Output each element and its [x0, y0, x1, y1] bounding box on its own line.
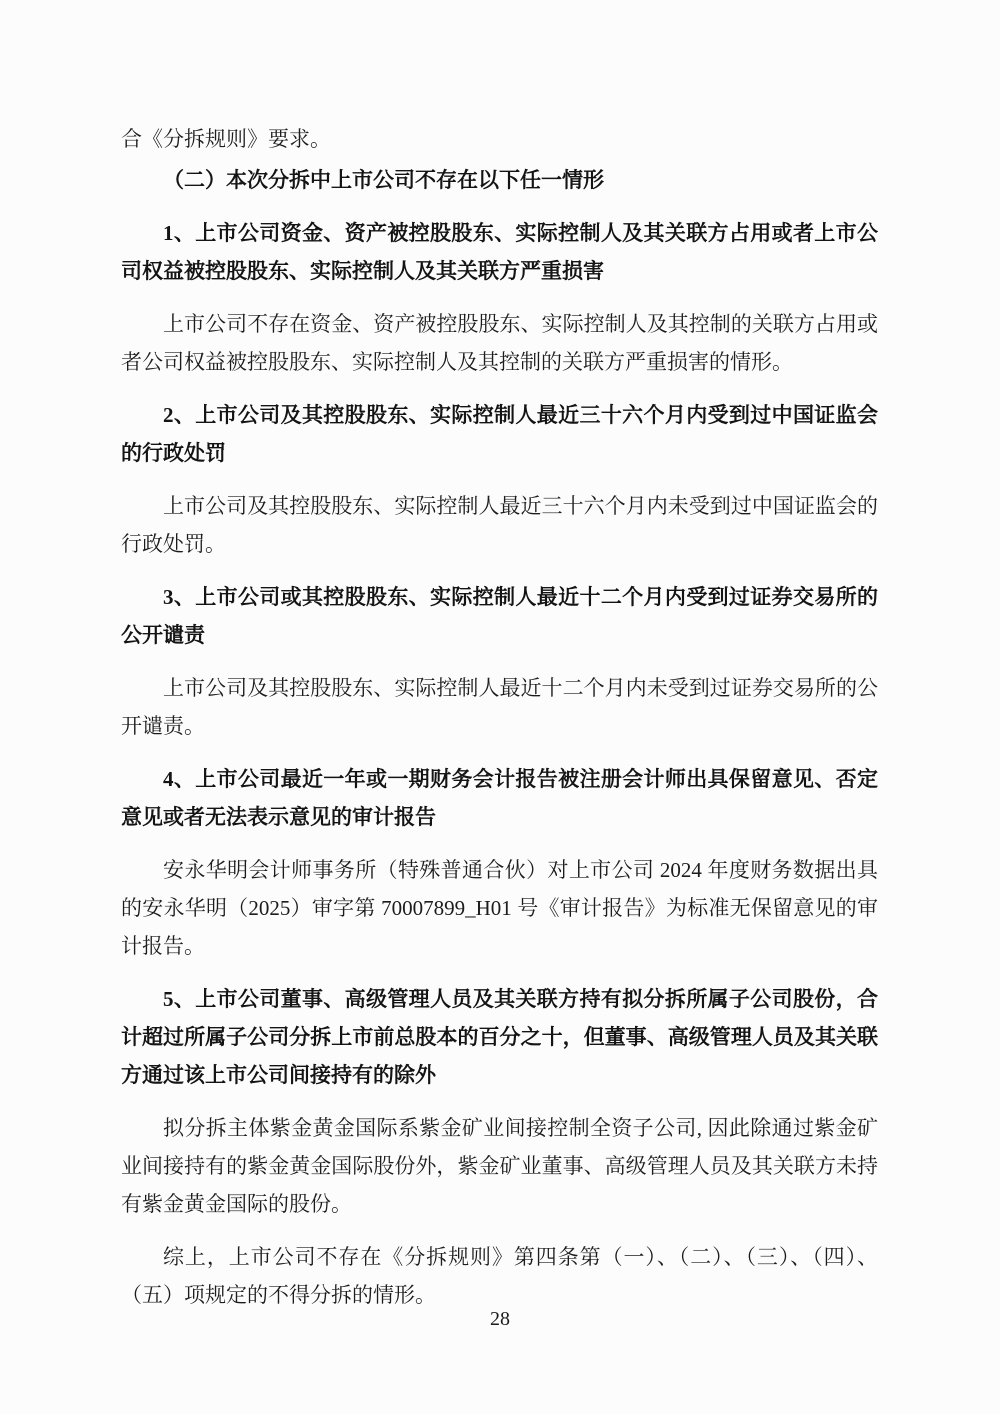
item-heading: 3、上市公司或其控股股东、实际控制人最近十二个月内受到过证券交易所的公开谴责 — [121, 585, 878, 647]
item-heading: 2、上市公司及其控股股东、实际控制人最近三十六个月内受到过中国证监会的行政处罚 — [121, 403, 878, 465]
page-footer — [0, 1300, 1000, 1338]
item-heading: 4、上市公司最近一年或一期财务会计报告被注册会计师出具保留意见、否定意见或者无法表示意见的审计报告 — [121, 767, 878, 829]
body-paragraph: 上市公司及其控股股东、实际控制人最近十二个月内未受到过证券交易所的公开谴责。 — [121, 676, 878, 738]
body-paragraph: 上市公司不存在资金、资产被控股股东、实际控制人及其控制的关联方占用或者公司权益被控股股东、实际控制人及其控制的关联方严重损害的情形。 — [121, 312, 878, 374]
item-heading: 1、上市公司资金、资产被控股股东、实际控制人及其关联方占用或者上市公司权益被控股股东、实际控制人及其关联方严重损害 — [121, 221, 878, 283]
page-number: 28 — [490, 1308, 510, 1330]
body-paragraph: 综上，上市公司不存在《分拆规则》第四条第（一）、（二）、（三）、（四）、（五）项规定的不得分拆的情形。 — [121, 1245, 878, 1307]
body-paragraph: 上市公司及其控股股东、实际控制人最近三十六个月内未受到过中国证监会的行政处罚。 — [121, 494, 878, 556]
continuation-paragraph: 合《分拆规则》要求。 — [121, 127, 331, 151]
item-heading: 5、上市公司董事、高级管理人员及其关联方持有拟分拆所属子公司股份，合计超过所属子公司分拆上市前总股本的百分之十，但董事、高级管理人员及其关联方通过该上市公司间接持有的除外 — [121, 987, 878, 1087]
section-heading: （二）本次分拆中上市公司不存在以下任一情形 — [163, 168, 604, 192]
body-paragraph: 拟分拆主体紫金黄金国际系紫金矿业间接控制全资子公司, 因此除通过紫金矿业间接持有的紫金黄金国际股份外，紫金矿业董事、高级管理人员及其关联方未持有紫金黄金国际的股份。 — [121, 1116, 878, 1216]
document-body — [121, 120, 878, 1314]
body-paragraph: 安永华明会计师事务所（特殊普通合伙）对上市公司 2024 年度财务数据出具的安永华明（2025）审字第 70007899_H01 号《审计报告》为标准无保留意见的审计报告。 — [121, 858, 878, 958]
